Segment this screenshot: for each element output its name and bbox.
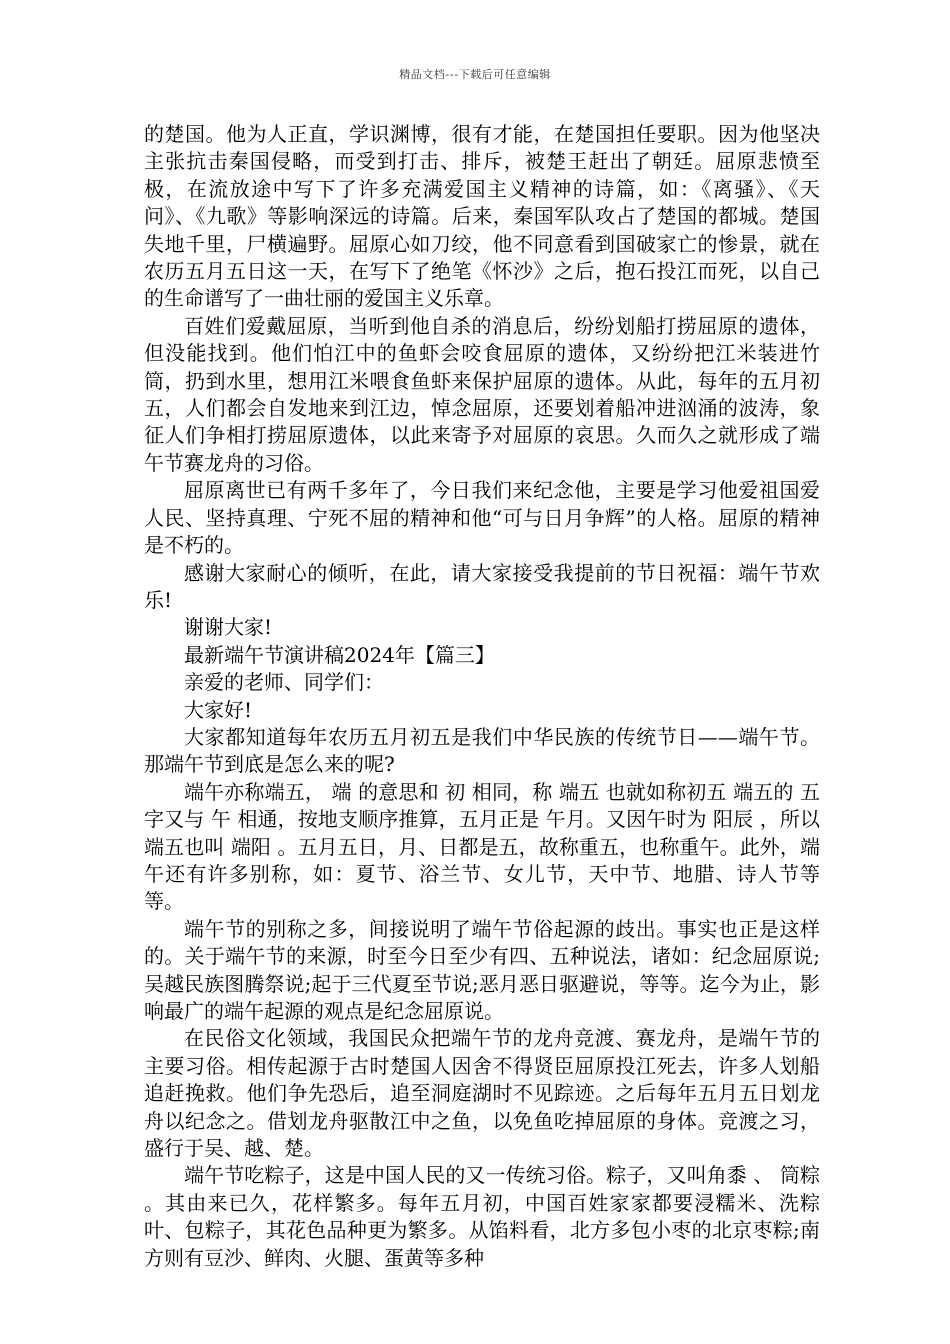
paragraph: 百姓们爱戴屈原，当听到他自杀的消息后，纷纷划船打捞屈原的遗体，但没能找到。他们怕江中的鱼虾会咬食屈原的遗体，又纷纷把江米装进竹筒，扔到水里，想用江米喂食鱼虾来保护屈原的遗体。从此，每年的五月初五，人们都会自发地来到江边，悼念屈原，还要划着船冲进汹涌的波涛，象征人们争相打捞屈原遗体，以此来寄予对屈原的哀思。久而久之就形成了端午节赛龙舟的习俗。	[144, 313, 820, 475]
paragraph: 大家都知道每年农历五月初五是我们中华民族的传统节日——端午节。那端午节到底是怎么来的呢?	[144, 724, 820, 777]
paragraph: 在民俗文化领域，我国民众把端午节的龙舟竞渡、赛龙舟，是端午节的主要习俗。相传起源于古时楚国人因舍不得贤臣屈原投江死去，许多人划船追赶挽救。他们争先恐后，追至洞庭湖时不见踪迹。之后每年五月五日划龙舟以纪念之。借划龙舟驱散江中之鱼，以免鱼吃掉屈原的身体。竞渡之习，盛行于吴、越、楚。	[144, 1026, 820, 1161]
document-body	[144, 121, 820, 1272]
paragraph: 最新端午节演讲稿2024年【篇三】	[184, 642, 495, 667]
paragraph: 大家好!	[184, 697, 253, 722]
page-header: 精品文档---下载后可任意编辑	[399, 68, 551, 81]
paragraph: 谢谢大家!	[184, 615, 273, 640]
paragraph: 端午亦称端五， 端 的意思和 初 相同，称 端五 也就如称初五 端五的 五 字又与 午 相通，按地支顺序推算，五月正是 午月。又因午时为 阳辰 ，所以端五也叫 端阳 。五月五日，月、日都是五，故称重五，也称重午。此外，端午还有许多别称，如：夏节、浴兰节、女儿节，天中节、地腊、诗人节等等。	[144, 779, 820, 914]
paragraph: 端午节的别称之多，间接说明了端午节俗起源的歧出。事实也正是这样的。关于端午节的来源，时至今日至少有四、五种说法，诸如：纪念屈原说;吴越民族图腾祭说;起于三代夏至节说;恶月恶日驱避说，等等。迄今为止，影响最广的端午起源的观点是纪念屈原说。	[144, 916, 820, 1023]
paragraph: 感谢大家耐心的倾听，在此，请大家接受我提前的节日祝福：端午节欢乐!	[144, 560, 820, 612]
paragraph: 端午节吃粽子，这是中国人民的又一传统习俗。粽子，又叫角黍 、 筒粽 。其由来已久，花样繁多。每年五月初，中国百姓家家都要浸糯米、洗粽叶、包粽子，其花色品种更为繁多。从馅料看，北方多包小枣的北京枣粽;南方则有豆沙、鲜肉、火腿、蛋黄等多种	[144, 1163, 820, 1270]
paragraph: 的楚国。他为人正直，学识渊博，很有才能，在楚国担任要职。因为他坚决主张抗击秦国侵略，而受到打击、排斥，被楚王赶出了朝廷。屈原悲愤至极，在流放途中写下了许多充满爱国主义精神的诗篇，如：《离骚》、《天问》、《九歌》等影响深远的诗篇。后来，秦国军队攻占了楚国的都城。楚国失地千里，尸横遍野。屈原心如刀绞，他不同意看到国破家亡的惨景，就在农历五月五日这一天，在写下了绝笔《怀沙》之后，抱石投江而死，以自己的生命谱写了一曲壮丽的爱国主义乐章。	[144, 122, 820, 311]
paragraph: 亲爱的老师、同学们：	[184, 670, 384, 695]
paragraph: 屈原离世已有两千多年了，今日我们来纪念他，主要是学习他爱祖国爱人民、坚持真理、宁死不屈的精神和他“可与日月争辉”的人格。屈原的精神是不朽的。	[144, 478, 820, 558]
